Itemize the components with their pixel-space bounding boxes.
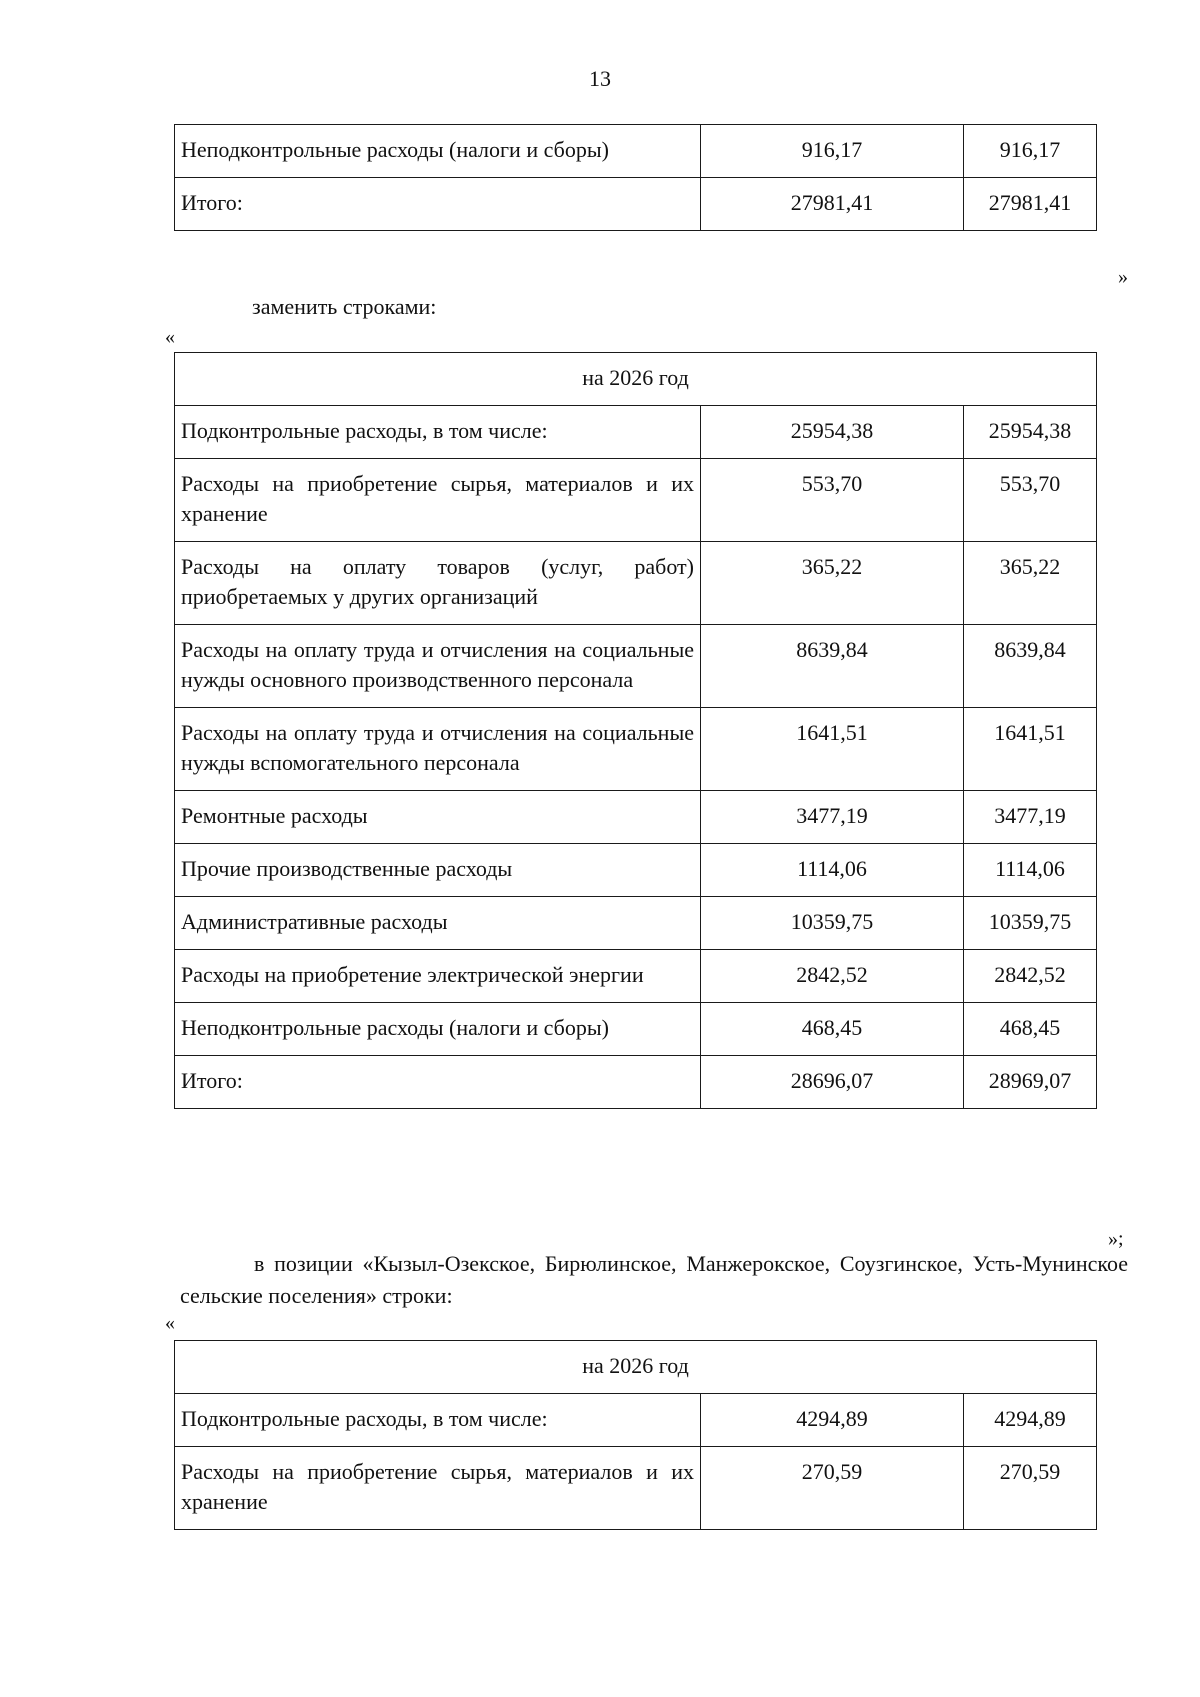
row-value-2: 1641,51: [964, 708, 1097, 791]
table-row: [175, 708, 1097, 791]
table-row: [175, 406, 1097, 459]
row-label: Неподконтрольные расходы (налоги и сборы): [175, 1003, 701, 1056]
row-label: Подконтрольные расходы, в том числе:: [175, 406, 701, 459]
row-value-1: 3477,19: [701, 791, 964, 844]
row-label: Расходы на оплату труда и отчисления на социальные нужды основного производственного персонала: [175, 625, 701, 708]
row-value-2: 27981,41: [964, 178, 1097, 231]
page-number: 13: [589, 66, 611, 91]
row-value-1: 365,22: [701, 542, 964, 625]
row-value-1: 1114,06: [701, 844, 964, 897]
table-row-total: [175, 1056, 1097, 1109]
row-label: Расходы на оплату труда и отчисления на социальные нужды вспомогательного персонала: [175, 708, 701, 791]
row-value-1: 4294,89: [701, 1394, 964, 1447]
row-value-1: 27981,41: [701, 178, 964, 231]
opening-quote: «: [165, 326, 175, 348]
row-value-1: 916,17: [701, 125, 964, 178]
row-label: Расходы на приобретение сырья, материалов и их хранение: [175, 459, 701, 542]
row-value-1: 28696,07: [701, 1056, 964, 1109]
row-value-2: 468,45: [964, 1003, 1097, 1056]
row-value-1: 2842,52: [701, 950, 964, 1003]
row-value-2: 1114,06: [964, 844, 1097, 897]
table-row: [175, 791, 1097, 844]
replace-instruction: заменить строками:: [252, 294, 437, 319]
table-row: [175, 178, 1097, 231]
row-value-2: 365,22: [964, 542, 1097, 625]
table-row: [175, 844, 1097, 897]
table-row: [175, 897, 1097, 950]
row-label: Неподконтрольные расходы (налоги и сборы): [175, 125, 701, 178]
table-replacement: [174, 352, 1097, 1109]
row-value-2: 553,70: [964, 459, 1097, 542]
row-value-1: 10359,75: [701, 897, 964, 950]
row-value-2: 3477,19: [964, 791, 1097, 844]
table-header-row: [175, 1341, 1097, 1394]
row-value-2: 2842,52: [964, 950, 1097, 1003]
row-value-1: 468,45: [701, 1003, 964, 1056]
row-value-2: 8639,84: [964, 625, 1097, 708]
table-row: [175, 125, 1097, 178]
row-value-2: 28969,07: [964, 1056, 1097, 1109]
row-label: Подконтрольные расходы, в том числе:: [175, 1394, 701, 1447]
table-row: [175, 1394, 1097, 1447]
table-header: на 2026 год: [175, 353, 1097, 406]
row-value-1: 553,70: [701, 459, 964, 542]
row-value-2: 916,17: [964, 125, 1097, 178]
row-label: Итого:: [175, 178, 701, 231]
row-label: Расходы на приобретение сырья, материалов и их хранение: [175, 1447, 701, 1530]
row-label: Прочие производственные расходы: [175, 844, 701, 897]
closing-quote: »;: [1108, 1228, 1124, 1250]
row-value-2: 25954,38: [964, 406, 1097, 459]
opening-quote: «: [165, 1312, 175, 1334]
table-row: [175, 1447, 1097, 1530]
row-label: Итого:: [175, 1056, 701, 1109]
row-label: Расходы на оплату товаров (услуг, работ) приобретаемых у других организаций: [175, 542, 701, 625]
row-value-1: 25954,38: [701, 406, 964, 459]
table-header-row: [175, 353, 1097, 406]
table-row: [175, 950, 1097, 1003]
table-previous: [174, 124, 1097, 231]
table-row: [175, 625, 1097, 708]
position-instruction: в позиции «Кызыл-Озекское, Бирюлинское, Манжерокское, Соузгинское, Усть-Мунинское сельские поселения» строки:: [180, 1251, 1128, 1308]
row-value-2: 10359,75: [964, 897, 1097, 950]
table-row: [175, 542, 1097, 625]
closing-quote: »: [1118, 266, 1128, 288]
row-value-2: 270,59: [964, 1447, 1097, 1530]
row-label: Административные расходы: [175, 897, 701, 950]
row-label: Расходы на приобретение электрической энергии: [175, 950, 701, 1003]
row-value-1: 8639,84: [701, 625, 964, 708]
row-value-1: 270,59: [701, 1447, 964, 1530]
row-value-1: 1641,51: [701, 708, 964, 791]
table-next-position: [174, 1340, 1097, 1530]
table-row: [175, 459, 1097, 542]
table-header: на 2026 год: [175, 1341, 1097, 1394]
row-value-2: 4294,89: [964, 1394, 1097, 1447]
table-row: [175, 1003, 1097, 1056]
row-label: Ремонтные расходы: [175, 791, 701, 844]
